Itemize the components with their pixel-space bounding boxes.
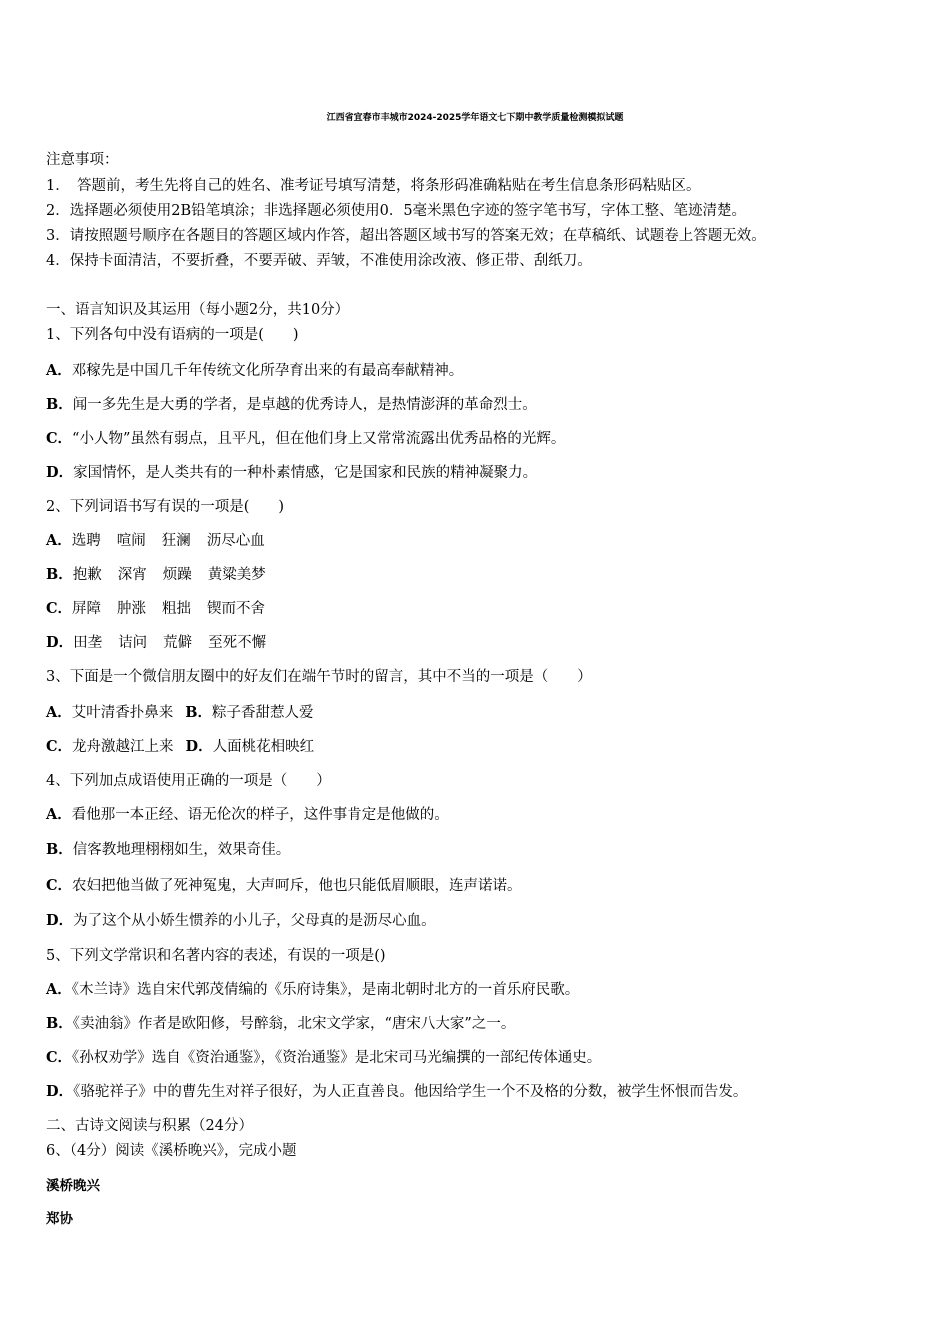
option-word: 深宵 [117,567,147,583]
option-letter: D． [185,738,213,755]
option-word: 沥尽心血 [206,533,265,549]
option-word: 荒僻 [163,635,193,651]
option-word: 锲而不舍 [207,601,266,617]
option-word: 肿涨 [117,601,147,617]
option-word: 喧闹 [116,533,146,549]
q4-option-c [46,876,522,896]
option-letter: D． [46,634,74,651]
section1-heading: 一、语言知识及其运用（每小题2分，共10分） [46,302,350,318]
q1-option-b [46,395,537,415]
notice-item-3: 3．请按照题号顺序在各题目的答题区域内作答，超出答题区域书写的答案无效；在草稿纸、试题卷上答题无效。 [46,228,766,244]
q4-option-b [46,840,290,860]
option-letter: D． [46,464,74,481]
q4-stem: 4、下列加点成语使用正确的一项是（ ） [46,773,331,789]
option-letter: A． [46,704,72,721]
q5-option-a [46,980,579,1000]
q2-option-b [46,565,266,585]
q3-options-row-2 [46,737,314,757]
q2-option-d [46,633,266,653]
q5-option-c [46,1048,601,1068]
option-text: 《孙权劝学》选自《资治通鉴》，《资治通鉴》是北宋司马光编撰的一部纪传体通史。 [72,1050,602,1066]
option-text: 粽子香甜惹人爱 [212,705,314,721]
option-text: 家国情怀，是人类共有的一种朴素情感，它是国家和民族的精神凝聚力。 [73,465,538,481]
option-letter: B． [46,1015,73,1032]
poem-title: 溪桥晚兴 [46,1178,100,1194]
notice-item-4: 4．保持卡面清洁，不要折叠，不要弄破、弄皱，不准使用涂改液、修正带、刮纸刀。 [46,253,592,269]
q1-option-d [46,463,537,483]
option-word: 诘问 [118,635,148,651]
q2-stem: 2、下列词语书写有误的一项是( ) [46,499,285,515]
option-letter: A． [46,981,72,998]
q1-stem: 1、下列各句中没有语病的一项是( ) [46,327,299,343]
option-text: 邓稼先是中国几千年传统文化所孕育出来的有最高奉献精神。 [71,363,464,379]
q5-option-d [46,1082,747,1102]
option-word: 选聘 [71,533,101,549]
option-word: 烦躁 [162,567,192,583]
q4-option-a [46,805,449,825]
option-word: 屏障 [72,601,102,617]
option-letter: C． [46,600,73,617]
option-text: 《木兰诗》选自宋代郭茂倩编的《乐府诗集》，是南北朝时北方的一首乐府民歌。 [71,982,580,998]
notice-heading: 注意事项： [46,152,119,168]
option-word: 至死不懈 [208,635,267,651]
option-letter: B． [46,841,73,858]
option-letter: C． [46,738,73,755]
option-text: 看他那一本正经、语无伦次的样子，这件事肯定是他做的。 [71,807,449,823]
section2-heading: 二、古诗文阅读与积累（24分） [46,1118,253,1134]
option-letter: B． [185,704,213,721]
option-text: 龙舟激越江上来 [72,739,174,755]
option-word: 田垄 [73,635,103,651]
option-text: 《卖油翁》作者是欧阳修，号醉翁，北宋文学家，“唐宋八大家”之一。 [72,1016,516,1032]
option-word: 抱歉 [72,567,102,583]
option-letter: A． [46,532,72,549]
q6-stem: 6、（4分）阅读《溪桥晚兴》，完成小题 [46,1143,297,1159]
q1-option-a [46,361,463,381]
option-word: 粗拙 [162,601,192,617]
option-letter: D． [46,1083,74,1100]
option-text: “小人物”虽然有弱点，且平凡，但在他们身上又常常流露出优秀品格的光辉。 [72,431,566,447]
option-text: 艾叶清香扑鼻来 [71,705,174,721]
q3-stem: 3、下面是一个微信朋友圈中的好友们在端午节时的留言，其中不当的一项是（ ） [46,669,592,685]
q3-options-row-1 [46,703,314,723]
option-text: 闻一多先生是大勇的学者，是卓越的优秀诗人，是热情澎湃的革命烈士。 [72,397,537,413]
notice-item-1: 1． 答题前，考生先将自己的姓名、准考证号填写清楚，将条形码准确粘贴在考生信息条形码粘贴区。 [46,178,701,194]
option-text: 农妇把他当做了死神冤鬼，大声呵斥，他也只能低眉顺眼，连声诺诺。 [72,878,522,894]
q4-option-d [46,911,436,931]
option-letter: A． [46,362,72,379]
option-text: 信客教地理栩栩如生，效果奇佳。 [72,842,291,858]
q2-option-c [46,599,265,619]
q5-stem: 5、下列文学常识和名著内容的表述，有误的一项是() [46,948,386,964]
q5-option-b [46,1014,515,1034]
option-word: 黄粱美梦 [207,567,266,583]
page-title: 江西省宜春市丰城市2024-2025学年语文七下期中教学质量检测模拟试题 [326,113,624,123]
option-text: 人面桃花相映红 [212,739,315,755]
notice-item-2: 2．选择题必须使用2B铅笔填涂；非选择题必须使用0．5毫米黑色字迹的签字笔书写，字体工整、笔迹清楚。 [46,203,747,219]
option-letter: B． [46,566,73,583]
option-letter: C． [46,1049,73,1066]
option-letter: B． [46,396,73,413]
option-letter: D． [46,912,74,929]
option-text: 《骆驼祥子》中的曹先生对祥子很好，为人正直善良。他因给学生一个不及格的分数，被学生怀恨而告发。 [73,1084,748,1100]
option-word: 狂澜 [161,533,191,549]
poem-author: 郑协 [46,1211,73,1227]
q2-option-a [46,531,265,551]
option-text: 为了这个从小娇生惯养的小儿子，父母真的是沥尽心血。 [73,913,436,929]
option-letter: C． [46,877,73,894]
option-letter: C． [46,430,73,447]
q1-option-c [46,429,565,449]
option-letter: A． [46,806,72,823]
